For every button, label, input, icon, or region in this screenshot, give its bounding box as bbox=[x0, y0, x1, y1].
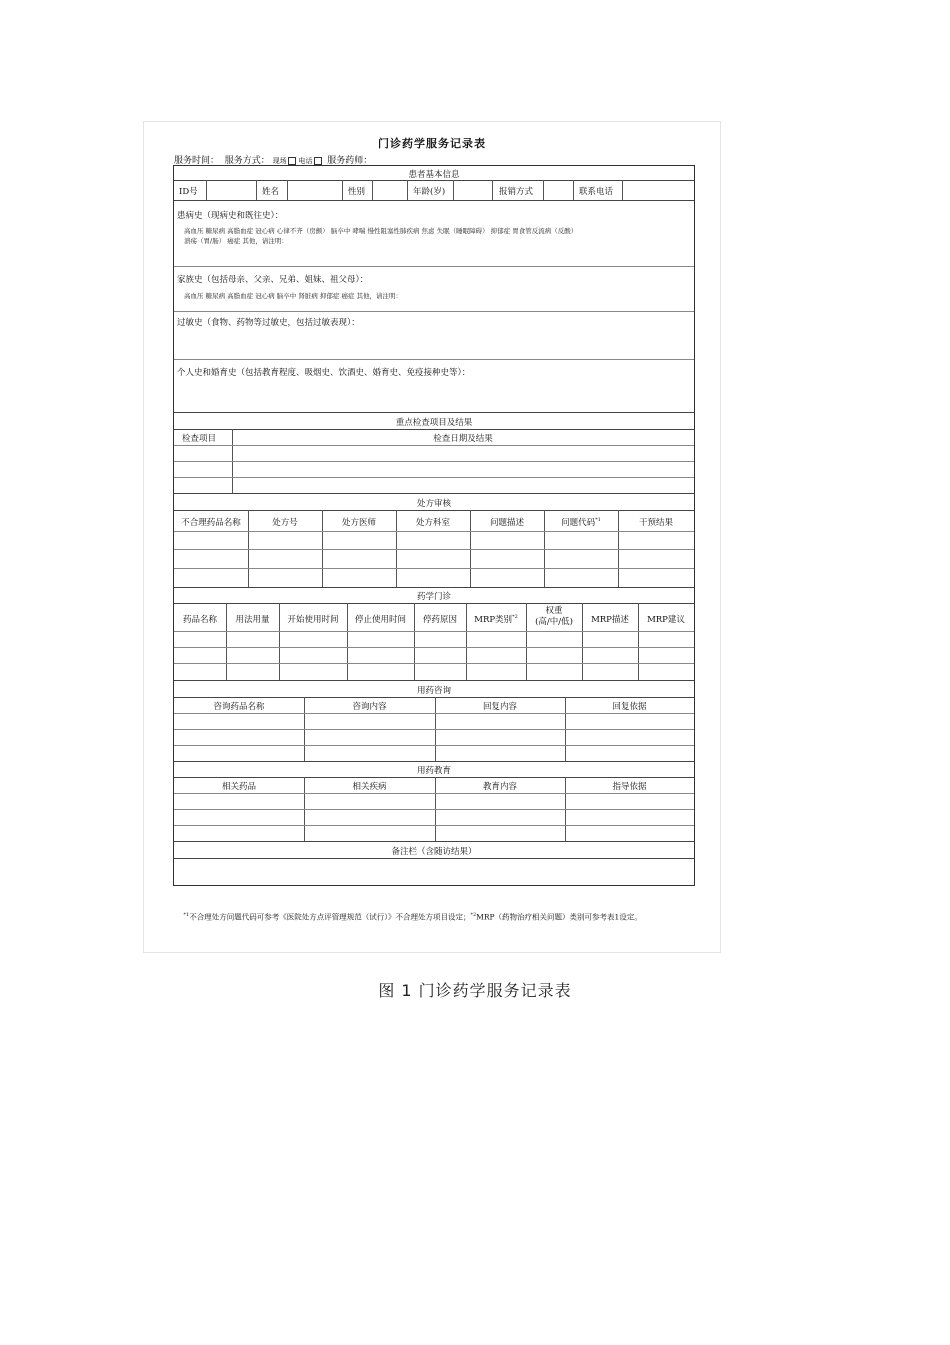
consult-header-content: 咨询内容 bbox=[352, 702, 387, 712]
age-label: 年龄(岁) bbox=[413, 187, 446, 197]
family-history-label: 家族史（包括母亲、父亲、兄弟、姐妹、祖父母）： bbox=[177, 275, 369, 285]
clinic-weight-sub: (高/中/低) bbox=[535, 617, 573, 627]
basic-info-heading: 患者基本信息 bbox=[408, 170, 460, 180]
consultation-heading: 用药咨询 bbox=[416, 686, 451, 696]
rx-header-department: 处方科室 bbox=[415, 518, 450, 528]
rx-header-number: 处方号 bbox=[272, 518, 298, 528]
rx-header-doctor: 处方医师 bbox=[341, 518, 376, 528]
clinic-mrp-footnote-mark: *2 bbox=[512, 614, 518, 621]
allergy-history-label: 过敏史（食物、药物等过敏史，包括过敏表现）： bbox=[177, 318, 360, 328]
clinic-header-stop: 停止使用时间 bbox=[354, 615, 406, 625]
clinic-mrp-type-text: MRP类别 bbox=[474, 615, 513, 625]
exam-heading: 重点检查项目及结果 bbox=[395, 418, 473, 428]
footnote-mark-1: *1 bbox=[183, 912, 190, 918]
consult-header-drug: 咨询药品名称 bbox=[213, 702, 265, 712]
education-header-disease: 相关疾病 bbox=[352, 782, 387, 792]
gender-label: 性别 bbox=[348, 187, 366, 197]
clinic-header-start: 开始使用时间 bbox=[287, 615, 339, 625]
footnote-mark-2: *2 bbox=[470, 912, 477, 918]
phone-label: 电话 bbox=[298, 157, 313, 165]
footnote bbox=[174, 909, 694, 924]
figure-caption: 图 1 门诊药学服务记录表 bbox=[378, 981, 572, 1000]
personal-history-label: 个人史和婚育史（包括教育程度、吸烟史、饮酒史、婚育史、免疫接种史等）： bbox=[177, 368, 471, 378]
current-history-label: 患病史（现病史和既往史）： bbox=[177, 211, 284, 221]
pharmacy-clinic-heading: 药学门诊 bbox=[416, 592, 451, 602]
form-table bbox=[173, 165, 695, 886]
education-heading: 用药教育 bbox=[416, 766, 451, 776]
service-time-label: 服务时间： bbox=[174, 156, 220, 166]
id-label: ID号 bbox=[179, 187, 198, 197]
reimbursement-label: 报销方式 bbox=[499, 187, 534, 197]
education-header-content: 教育内容 bbox=[482, 782, 517, 792]
phone-checkbox[interactable] bbox=[314, 157, 322, 165]
service-mode-label: 服务方式： bbox=[224, 156, 270, 166]
rx-header-code bbox=[544, 516, 618, 528]
consult-header-basis: 回复依据 bbox=[612, 702, 647, 712]
exam-item-header: 检查项目 bbox=[182, 434, 217, 444]
rx-header-drug: 不合理药品名称 bbox=[181, 518, 241, 528]
footnote-text-2: MRP（药物治疗相关问题）类别可参考表1设定。 bbox=[476, 912, 642, 922]
form-title: 门诊药学服务记录表 bbox=[378, 137, 486, 150]
name-label: 姓名 bbox=[262, 187, 280, 197]
education-header-drug: 相关药品 bbox=[221, 782, 256, 792]
consult-header-reply: 回复内容 bbox=[482, 702, 517, 712]
current-history-options: 高血压 糖尿病 高脂血症 冠心病 心律不齐（房颤） 脑卒中 哮喘 慢性阻塞性肺疾病 焦虑 失眠（睡眠障碍） 抑郁症 胃食管反流病（反酸） bbox=[184, 227, 578, 235]
clinic-header-mrp-type bbox=[466, 613, 526, 625]
current-history-options-2: 溃疡（胃/肠） 癌症 其他，请注明： bbox=[184, 237, 288, 245]
pharmacist-label: 服务药师： bbox=[327, 156, 373, 166]
record-sheet bbox=[143, 121, 721, 953]
rx-header-result: 干预结果 bbox=[638, 518, 673, 528]
clinic-header-dosage: 用法用量 bbox=[235, 615, 270, 625]
rx-code-footnote-mark: *1 bbox=[595, 517, 601, 524]
education-header-basis: 指导依据 bbox=[612, 782, 647, 792]
exam-date-result-header: 检查日期及结果 bbox=[433, 434, 493, 444]
rx-review-heading: 处方审核 bbox=[416, 499, 451, 509]
clinic-header-mrp-advice: MRP建议 bbox=[647, 615, 685, 625]
family-history-options: 高血压 糖尿病 高脂血症 冠心病 脑卒中 肾脏病 抑郁症 癌症 其他，请注明： bbox=[184, 292, 403, 300]
clinic-header-weight bbox=[526, 606, 582, 628]
contact-phone-label: 联系电话 bbox=[579, 187, 614, 197]
remarks-heading: 备注栏（含随访结果） bbox=[391, 847, 477, 857]
rx-header-code-text: 问题代码 bbox=[561, 518, 596, 528]
on-site-checkbox[interactable] bbox=[288, 157, 296, 165]
footnote-text-1: 不合理处方问题代码可参考《医院处方点评管理规范（试行）》不合理处方项目设定； bbox=[189, 912, 471, 922]
clinic-header-mrp-desc: MRP描述 bbox=[591, 615, 629, 625]
clinic-header-drug: 药品名称 bbox=[182, 615, 217, 625]
clinic-weight-text: 权重 bbox=[545, 606, 563, 616]
on-site-label: 现场 bbox=[272, 157, 287, 165]
clinic-header-reason: 停药原因 bbox=[422, 615, 457, 625]
rx-header-problem: 问题描述 bbox=[489, 518, 524, 528]
